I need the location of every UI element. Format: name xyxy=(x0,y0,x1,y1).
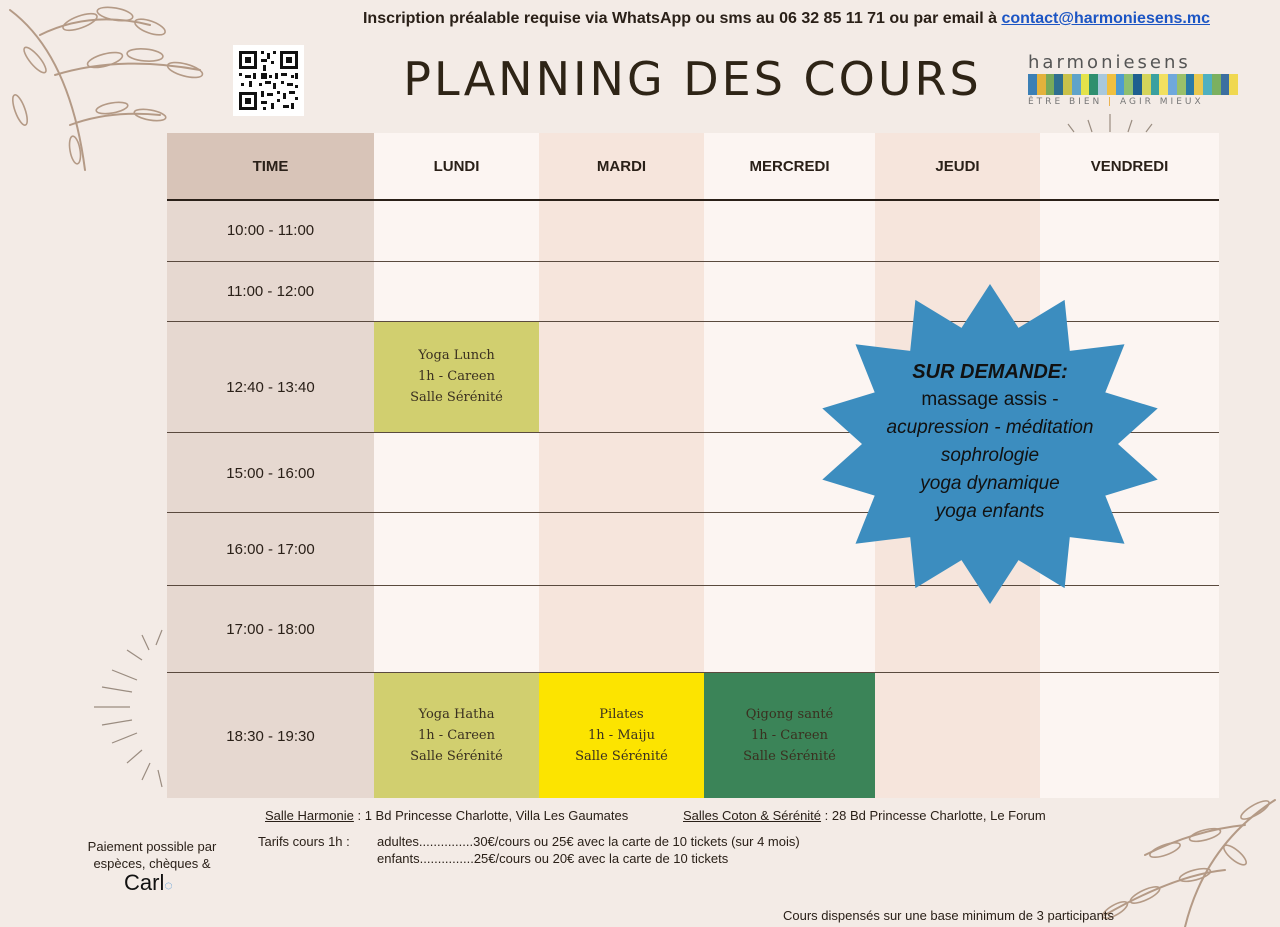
logo-bar xyxy=(1221,74,1230,95)
class-name: Yoga Hatha xyxy=(418,707,495,722)
header-lundi: LUNDI xyxy=(433,158,480,175)
minimum-participants-note: Cours dispensés sur une base minimum de 3 participants xyxy=(783,908,1114,923)
time-slot: 15:00 - 16:00 xyxy=(226,465,315,482)
logo-tagline: ÊTRE BIEN | AGIR MIEUX xyxy=(1028,97,1204,107)
logo-bar xyxy=(1159,74,1168,95)
time-slot: 17:00 - 18:00 xyxy=(226,621,315,638)
logo-bar xyxy=(1203,74,1212,95)
logo-bar xyxy=(1186,74,1195,95)
header-divider xyxy=(167,199,1219,201)
class-room: Salle Sérénité xyxy=(743,749,836,764)
time-slot: 18:30 - 19:30 xyxy=(226,728,315,745)
time-slot: 11:00 - 12:00 xyxy=(226,283,315,300)
email-link[interactable]: contact@harmoniesens.mc xyxy=(1001,10,1210,27)
logo-bar xyxy=(1124,74,1133,95)
on-demand-line: sophrologie xyxy=(940,445,1040,466)
tarif-adultes: adultes...............30€/cours ou 25€ avec la carte de 10 tickets (sur 4 mois) xyxy=(377,834,800,849)
logo-bar xyxy=(1089,74,1098,95)
logo-bar xyxy=(1037,74,1046,95)
logo-bar xyxy=(1212,74,1221,95)
logo-bar xyxy=(1229,74,1238,95)
on-demand-text xyxy=(852,358,1128,526)
class-yoga-hatha[interactable] xyxy=(374,673,539,798)
class-name: Yoga Lunch xyxy=(418,348,495,363)
class-room: Salle Sérénité xyxy=(410,749,503,764)
row-divider xyxy=(167,672,1219,673)
logo-bar xyxy=(1107,74,1116,95)
class-teacher: 1h - Careen xyxy=(418,369,495,384)
row-divider xyxy=(167,261,1219,262)
logo-bar xyxy=(1028,74,1037,95)
leaf-branch-bottom-right-icon xyxy=(1085,795,1280,927)
sunburst-top-right-icon xyxy=(1060,112,1160,134)
class-room: Salle Sérénité xyxy=(575,749,668,764)
registration-notice xyxy=(0,10,1210,28)
logo-bar xyxy=(1046,74,1055,95)
logo-bar xyxy=(1177,74,1186,95)
header-time: TIME xyxy=(252,158,289,175)
on-demand-line: massage assis - xyxy=(921,389,1059,410)
logo-bar xyxy=(1151,74,1160,95)
class-pilates[interactable] xyxy=(539,673,704,798)
address-coton-serenite: Salles Coton & Sérénité : 28 Bd Princesse Charlotte, Le Forum xyxy=(683,808,1046,823)
tarifs-label: Tarifs cours 1h : xyxy=(258,834,350,849)
logo-bar xyxy=(1116,74,1125,95)
header-mardi: MARDI xyxy=(596,158,647,175)
class-name: Pilates xyxy=(599,707,644,722)
class-qigong[interactable] xyxy=(704,673,875,798)
logo-bar xyxy=(1098,74,1107,95)
time-slot: 12:40 - 13:40 xyxy=(226,379,315,396)
logo-bar xyxy=(1133,74,1142,95)
sunburst-left-icon xyxy=(92,625,172,790)
harmoniesens-logo xyxy=(1028,54,1238,107)
on-demand-line: acupression - méditation xyxy=(886,417,1094,438)
class-room: Salle Sérénité xyxy=(410,390,503,405)
class-yoga-lunch[interactable] xyxy=(374,321,539,432)
time-slot: 10:00 - 11:00 xyxy=(226,222,315,239)
class-name: Qigong santé xyxy=(745,707,834,722)
header-jeudi: JEUDI xyxy=(935,158,980,175)
class-teacher: 1h - Careen xyxy=(751,728,828,743)
logo-bar xyxy=(1194,74,1203,95)
on-demand-line: yoga enfants xyxy=(935,501,1045,522)
logo-bar xyxy=(1054,74,1063,95)
header-mercredi: MERCREDI xyxy=(749,158,830,175)
header-vendredi: VENDREDI xyxy=(1090,158,1169,175)
carlo-logo: Carl◌ xyxy=(124,870,173,895)
qr-code-icon[interactable] xyxy=(233,45,304,116)
logo-color-bars xyxy=(1028,74,1238,95)
logo-bar xyxy=(1072,74,1081,95)
logo-name: harmoniesens xyxy=(1028,52,1191,73)
class-teacher: 1h - Careen xyxy=(418,728,495,743)
time-slot: 16:00 - 17:00 xyxy=(226,541,315,558)
on-demand-line: yoga dynamique xyxy=(920,473,1060,494)
registration-text: Inscription préalable requise via WhatsApp ou sms au 06 32 85 11 71 ou par email à xyxy=(362,10,1002,27)
page-title: PLANNING DES COURS xyxy=(403,52,982,106)
tarif-enfants: enfants...............25€/cours ou 20€ avec la carte de 10 tickets xyxy=(377,851,729,866)
on-demand-title: SUR DEMANDE: xyxy=(912,361,1068,383)
logo-bar xyxy=(1168,74,1177,95)
logo-bar xyxy=(1063,74,1072,95)
payment-info: Paiement possible par espèces, chèques & xyxy=(87,839,217,871)
address-harmonie: Salle Harmonie : 1 Bd Princesse Charlotte, Villa Les Gaumates xyxy=(265,808,629,823)
logo-bar xyxy=(1142,74,1151,95)
carlo-circle-icon: ◌ xyxy=(164,877,173,893)
class-teacher: 1h - Maiju xyxy=(588,728,655,743)
logo-bar xyxy=(1081,74,1090,95)
